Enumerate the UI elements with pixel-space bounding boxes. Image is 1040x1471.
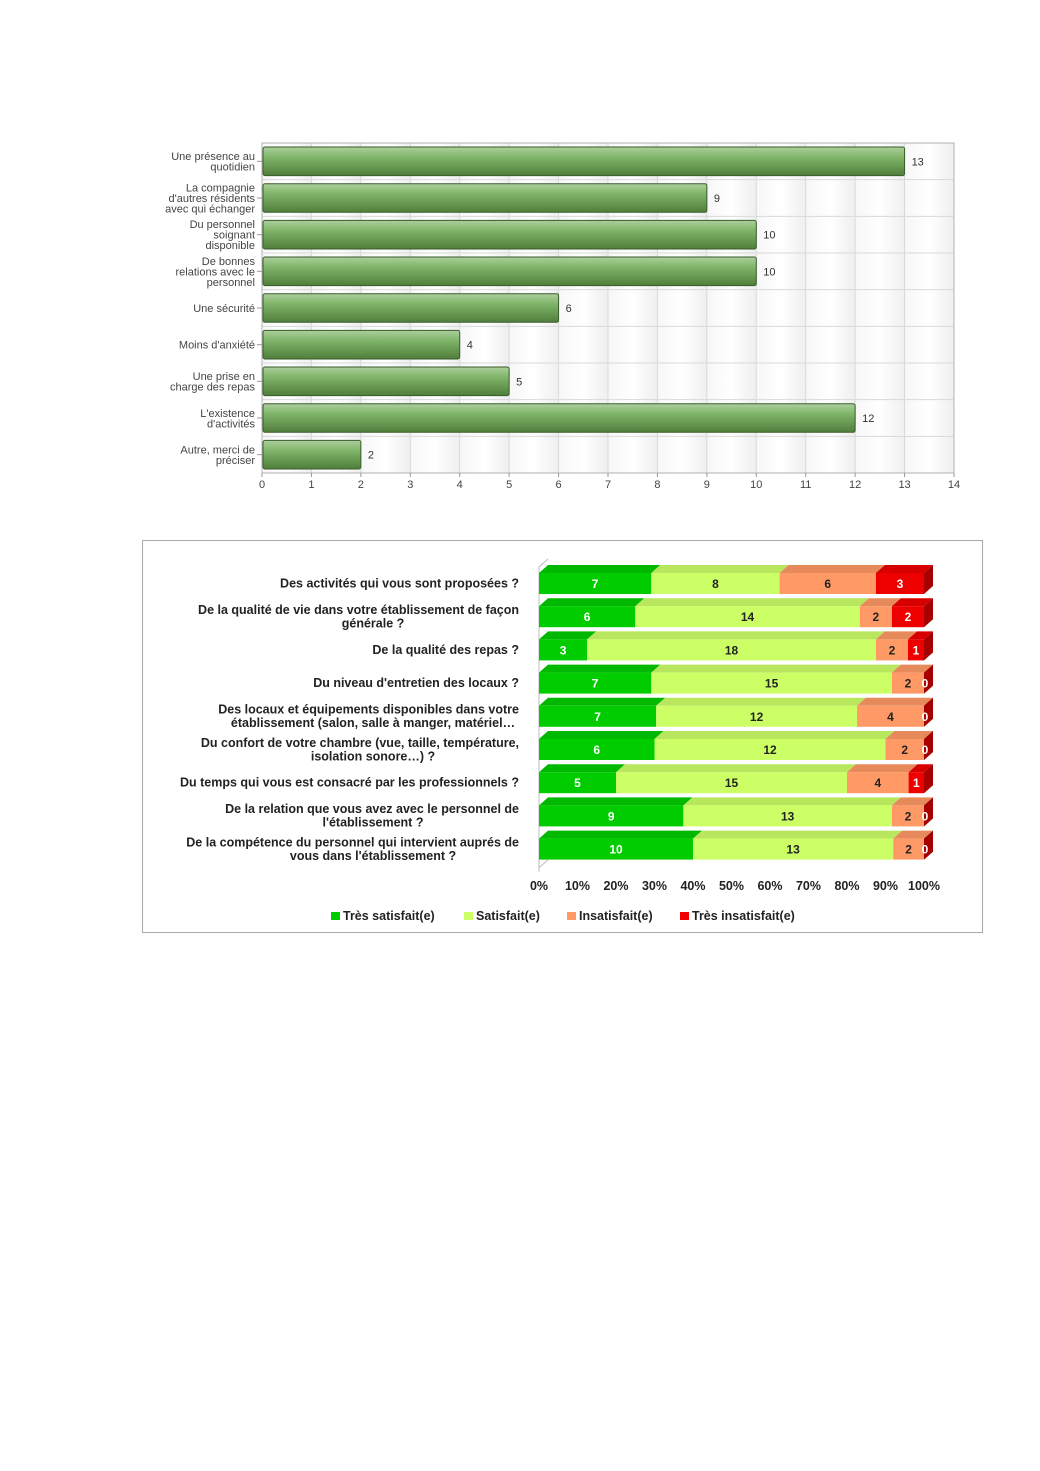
data-label: 2: [905, 842, 912, 857]
bar-segment-top: [539, 665, 660, 673]
category-label: charge des repas: [170, 381, 255, 394]
x-tick-label: 1: [308, 479, 315, 490]
data-label: 7: [594, 709, 601, 724]
x-tick-label: 50%: [718, 879, 745, 893]
legend-swatch: [680, 912, 689, 920]
data-label: 2: [901, 743, 909, 757]
bar-segment-top: [651, 565, 788, 573]
bar-chart-expectations: [140, 130, 980, 490]
bar-segment-top: [857, 698, 933, 706]
x-tick-label: 6: [555, 479, 562, 490]
plot-floor: [539, 860, 548, 868]
data-label: 4: [466, 339, 473, 352]
category-label: De la qualité des repas ?: [372, 642, 519, 657]
bar: [263, 367, 509, 396]
data-label: 0: [921, 676, 929, 691]
x-tick-label: 4: [456, 479, 463, 490]
category-label: Des activités qui vous sont proposées ?: [280, 576, 519, 591]
x-tick-label: 8: [654, 479, 661, 490]
x-tick-label: 0: [258, 479, 266, 490]
data-label: 1: [912, 643, 920, 658]
x-tick-label: 20%: [603, 879, 629, 893]
bar: [263, 220, 756, 249]
bar-segment-top: [539, 797, 692, 805]
data-label: 7: [591, 676, 599, 691]
category-label: personnel: [206, 276, 255, 289]
x-tick-label: 14: [947, 479, 961, 490]
category-label: disponible: [205, 240, 255, 253]
data-label: 0: [921, 809, 929, 824]
bar-segment-top: [539, 631, 596, 639]
bar: [263, 404, 855, 433]
data-label: 10: [763, 229, 776, 242]
bar-segment-top: [539, 831, 702, 839]
bar: [263, 184, 707, 213]
data-label: 2: [904, 610, 912, 625]
category-label: d'activités: [207, 418, 255, 431]
bar-segment-top: [656, 698, 866, 706]
legend-swatch: [567, 912, 576, 920]
data-label: 12: [862, 413, 875, 425]
data-label: 9: [713, 193, 720, 205]
category-label: Du niveau d'entretien des locaux ?: [313, 676, 519, 691]
x-tick-label: 90%: [872, 879, 899, 893]
x-tick-label: 10%: [564, 879, 591, 893]
category-label: établissement (salon, salle à manger, matériel…: [230, 716, 516, 731]
stacked-bar-chart-satisfaction: [143, 541, 984, 934]
x-tick-label: 3: [407, 479, 414, 490]
legend-swatch: [464, 912, 473, 920]
data-label: 0: [921, 709, 929, 724]
data-label: 15: [764, 676, 779, 691]
data-label: 2: [888, 643, 896, 658]
stacked-chart-satisfaction-frame: [142, 540, 983, 933]
bar: [263, 147, 905, 176]
category-label: Une sécurité: [193, 303, 255, 315]
category-label: l'établissement ?: [322, 815, 424, 830]
x-tick-label: 7: [604, 479, 612, 490]
bar-segment-top: [539, 565, 660, 573]
data-label: 4: [874, 776, 882, 791]
category-label: vous dans l'établissement ?: [289, 848, 457, 863]
category-label: Du temps qui vous est consacré par les professionnels ?: [180, 775, 519, 790]
data-label: 13: [911, 156, 924, 169]
category-label: d'autres résidents: [168, 193, 255, 205]
x-tick-label: 5: [506, 479, 513, 490]
bar-segment-top: [635, 598, 869, 606]
category-label: Des locaux et équipements disponibles dans votre: [218, 702, 519, 717]
x-tick-label: 9: [703, 479, 710, 490]
legend-swatch: [331, 912, 340, 920]
bar-segment-top: [876, 565, 933, 573]
data-label: 10: [609, 842, 623, 857]
data-label: 0: [921, 743, 929, 757]
bar-segment-top: [693, 831, 902, 839]
data-label: 18: [724, 643, 739, 658]
data-label: 6: [593, 743, 601, 757]
x-tick-label: 30%: [641, 879, 668, 893]
legend-label: Très satisfait(e): [343, 909, 435, 923]
x-tick-label: 0%: [529, 879, 549, 893]
data-label: 6: [824, 577, 832, 591]
data-label: 15: [724, 776, 739, 791]
category-label: L'existence: [200, 407, 255, 420]
category-label: De la relation que vous avez avec le personnel de: [225, 802, 519, 817]
bar-segment-top: [651, 665, 901, 673]
data-label: 13: [786, 842, 800, 857]
data-label: 2: [904, 676, 912, 691]
bar-segment-top: [847, 764, 918, 772]
x-tick-label: 11: [800, 479, 812, 490]
bar-segment-top: [539, 698, 665, 706]
data-label: 5: [574, 776, 581, 791]
x-tick-label: 100%: [908, 879, 940, 893]
data-label: 10: [763, 266, 776, 279]
bar-segment-top: [587, 631, 885, 639]
bar-segment-top: [780, 565, 885, 573]
category-label: Une présence au: [171, 151, 255, 164]
category-label: isolation sonore…) ?: [310, 749, 436, 764]
x-tick-label: 40%: [680, 879, 706, 893]
data-label: 4: [887, 709, 894, 724]
bar-segment-top: [539, 731, 664, 739]
data-label: 13: [780, 809, 795, 824]
bar: [263, 330, 460, 359]
bar-segment-top: [539, 598, 644, 606]
data-label: 3: [559, 643, 567, 658]
category-label: avec qui échanger: [165, 203, 255, 216]
legend-label: Très insatisfait(e): [692, 909, 795, 923]
category-label: générale ?: [341, 616, 405, 631]
bar-segment-top: [655, 731, 895, 739]
category-label: préciser: [215, 454, 255, 467]
data-label: 6: [583, 610, 591, 625]
bar: [263, 257, 756, 286]
data-label: 8: [712, 577, 719, 591]
category-label: soignant: [213, 229, 255, 242]
data-label: 7: [591, 577, 599, 591]
category-label: De la compétence du personnel qui intervient auprés de: [186, 835, 519, 850]
data-label: 2: [904, 809, 912, 824]
category-label: Moins d'anxiété: [178, 339, 255, 352]
data-label: 2: [872, 610, 880, 625]
category-label: Du personnel: [189, 219, 255, 232]
x-tick-label: 13: [898, 479, 911, 490]
bar: [263, 440, 361, 469]
x-tick-label: 12: [849, 479, 862, 490]
x-tick-label: 80%: [834, 879, 860, 893]
category-label: De bonnes: [201, 255, 255, 268]
data-label: 12: [763, 743, 777, 757]
data-label: 6: [565, 303, 572, 315]
bar: [263, 294, 559, 323]
data-label: 14: [740, 610, 755, 625]
category-label: La compagnie: [185, 182, 255, 195]
grid-band: [905, 143, 954, 473]
category-label: Autre, merci de: [180, 444, 255, 457]
legend-label: Insatisfait(e): [579, 909, 653, 923]
x-tick-label: 60%: [757, 879, 783, 893]
data-label: 3: [896, 577, 904, 591]
data-label: 5: [516, 376, 523, 389]
category-label: Une prise en: [192, 371, 255, 384]
x-tick-label: 10: [750, 479, 763, 490]
x-tick-label: 2: [357, 479, 364, 490]
category-label: relations avec le: [175, 266, 255, 279]
data-label: 9: [607, 809, 615, 824]
bar-segment-top: [539, 764, 625, 772]
data-label: 0: [921, 842, 929, 857]
legend-label: Satisfait(e): [476, 909, 540, 923]
data-label: 1: [912, 776, 920, 791]
category-label: Du confort de votre chambre (vue, taille, température,: [200, 735, 519, 750]
x-tick-label: 70%: [795, 879, 822, 893]
category-label: De la qualité de vie dans votre établissement de façon: [198, 602, 519, 617]
data-label: 2: [367, 449, 374, 462]
data-label: 12: [749, 709, 764, 724]
bar-segment-top: [616, 764, 856, 772]
bar-segment-top: [683, 797, 901, 805]
category-label: quotidien: [210, 161, 255, 174]
